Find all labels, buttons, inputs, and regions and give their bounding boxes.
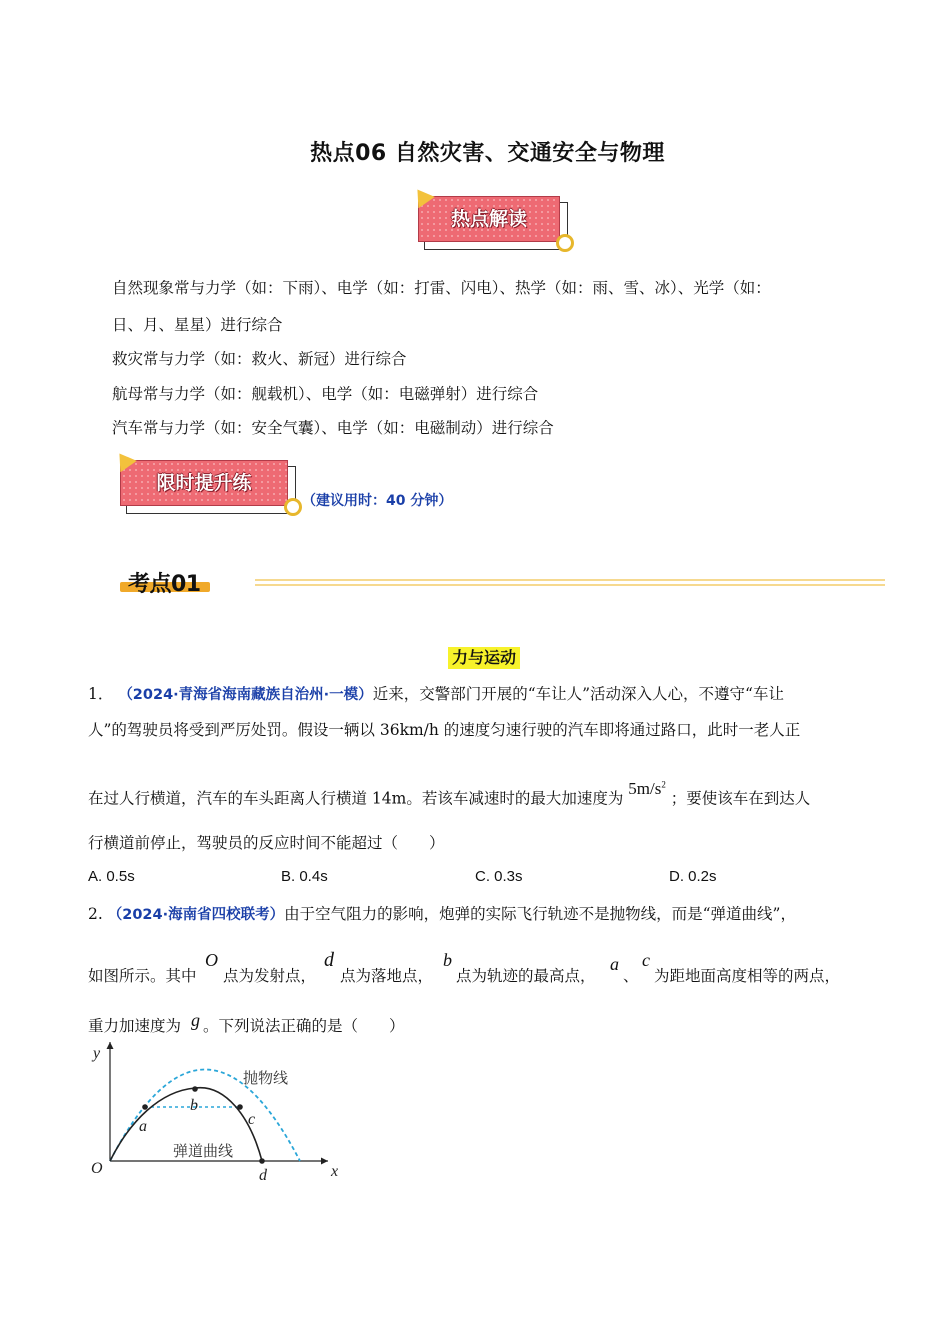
question-source: （2024·青海省海南藏族自治州·一模）	[118, 687, 373, 703]
point-a-marker	[142, 1104, 148, 1110]
question-text: 在过人行横道，汽车的车头距离人行横道 14m。若该车减速时的最大加速度为	[88, 789, 624, 808]
trajectory-label: 弹道曲线	[173, 1142, 234, 1160]
question-2-line-1	[88, 904, 796, 925]
symbol-g: g	[191, 1010, 200, 1030]
option-b[interactable]: B. 0.4s	[281, 868, 328, 885]
y-axis-label: y	[93, 1045, 101, 1062]
practice-badge	[120, 460, 296, 514]
point-b-marker	[192, 1086, 198, 1092]
time-hint: （建议用时：40 分钟）	[302, 493, 453, 509]
trajectory-figure	[85, 1036, 355, 1186]
acceleration-value: $5m/s^2$	[628, 778, 666, 798]
question-number: 1．	[88, 685, 114, 703]
intro-line-5: 汽车常与力学（如：安全气囊）、电学（如：电磁制动）进行综合	[112, 419, 554, 437]
symbol-o: O	[205, 950, 218, 970]
section-title: 力与运动	[448, 647, 520, 669]
question-1-line-3	[88, 778, 811, 809]
question-2-line-3: 重力加速度为 g 。下列说法正确的是（ ）	[88, 1010, 405, 1035]
question-number: 2.	[88, 905, 103, 923]
option-a[interactable]: A. 0.5s	[88, 868, 135, 885]
origin-label: O	[91, 1160, 103, 1177]
intro-line-1: 自然现象常与力学（如：下雨）、电学（如：打雷、闪电）、热学（如：雨、雪、冰）、光学（如：	[112, 279, 771, 297]
point-d-marker	[259, 1158, 265, 1164]
badge-label: 限时提升练	[156, 472, 252, 494]
question-text: 近来，交警部门开展的“车让人”活动深入人心，不遵守“车让	[372, 685, 784, 703]
question-text: 由于空气阻力的影响，炮弹的实际飞行轨迹不是抛物线，而是“弹道曲线”，	[284, 905, 796, 923]
option-c[interactable]: C. 0.3s	[475, 868, 523, 885]
divider	[255, 579, 885, 581]
intro-line-2: 日、月、星星）进行综合	[112, 316, 283, 334]
symbol-b: b	[443, 950, 452, 970]
symbol-c: c	[642, 950, 650, 970]
question-1-line-2: 人”的驾驶员将受到严厉处罚。假设一辆以 36km/h 的速度匀速行驶的汽车即将通过路口，此时一老人正	[88, 721, 801, 739]
point-b-label: b	[190, 1097, 198, 1114]
divider	[255, 584, 885, 586]
point-c-marker	[237, 1104, 243, 1110]
intro-line-3: 救灾常与力学（如：救火、新冠）进行综合	[112, 350, 407, 368]
point-d-label: d	[259, 1167, 267, 1184]
badge-label: 热点解读	[450, 208, 527, 230]
question-2-line-2: 如图所示。其中 O 点为发射点， d 点为落地点， b 点为轨迹的最高点， a 、 c 为距地面高度相等的两点，	[88, 949, 841, 985]
question-source: （2024·海南省四校联考）	[107, 907, 285, 923]
parabola-label: 抛物线	[243, 1069, 289, 1087]
ring-decoration-icon	[556, 234, 574, 252]
question-1-line-4: 行横道前停止，驾驶员的反应时间不能超过（ ）	[88, 834, 445, 852]
page-title: 热点06 自然灾害、交通安全与物理	[310, 141, 665, 166]
symbol-d: d	[324, 949, 334, 971]
symbol-a: a	[610, 954, 619, 974]
hot-topic-badge	[418, 196, 568, 250]
question-text: ；要使该车在到达人	[670, 789, 811, 808]
kaodian-label: 考点01	[128, 572, 201, 597]
point-c-label: c	[248, 1111, 256, 1128]
point-a-label: a	[139, 1118, 147, 1135]
intro-line-4: 航母常与力学（如：舰载机）、电学（如：电磁弹射）进行综合	[112, 385, 539, 403]
x-axis-label: x	[331, 1163, 339, 1180]
question-1-line-1	[88, 684, 784, 705]
ring-decoration-icon	[284, 498, 302, 516]
option-d[interactable]: D. 0.2s	[669, 868, 717, 885]
